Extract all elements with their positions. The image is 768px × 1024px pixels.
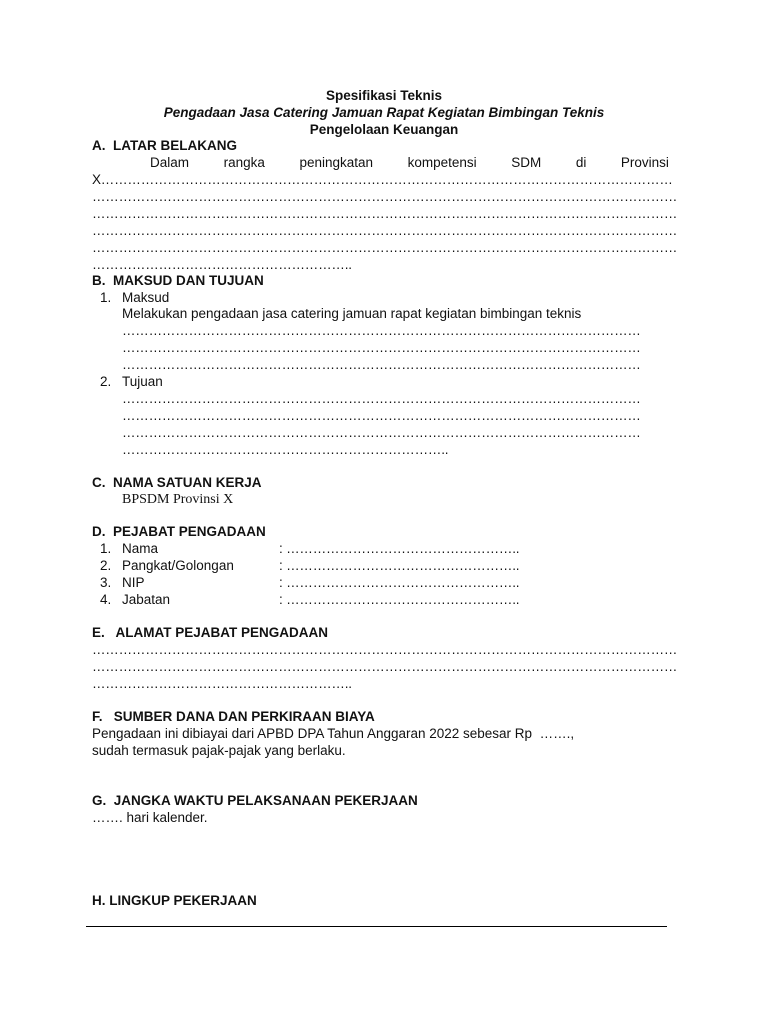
jangka-waktu-text: ……. hari kalender. bbox=[92, 810, 208, 825]
word: kompetensi bbox=[407, 155, 477, 170]
maksud-text: Melakukan pengadaan jasa catering jamuan rapat kegiatan bimbingan teknis bbox=[122, 306, 582, 321]
pejabat-value: : …………………………………………….. bbox=[279, 541, 520, 556]
section-e-heading: E. ALAMAT PEJABAT PENGADAAN bbox=[92, 625, 329, 640]
section-c-heading: C. NAMA SATUAN KERJA bbox=[92, 475, 262, 490]
section-b-heading: B. MAKSUD DAN TUJUAN bbox=[92, 273, 264, 288]
word: Provinsi bbox=[620, 155, 669, 170]
section-a-line: …………………………………………………………………………………………………………………… bbox=[92, 223, 678, 238]
list-number: 1. bbox=[100, 541, 112, 556]
list-number: 2. bbox=[100, 558, 112, 573]
word: peningkatan bbox=[299, 155, 374, 170]
pejabat-value: : …………………………………………….. bbox=[279, 592, 520, 607]
section-a-line: X………………………………………………………………………………………………………………… bbox=[92, 172, 673, 187]
satuan-kerja-value: BPSDM Provinsi X bbox=[122, 492, 234, 507]
section-a-line: …………………………………………………………………………………………………………………… bbox=[92, 189, 678, 204]
maksud-dots: ……………………………………………………………………………………………………… bbox=[122, 357, 641, 372]
doc-subtitle-2: Pengelolaan Keuangan bbox=[309, 122, 459, 137]
sumber-dana-text: Pengadaan ini dibiayai dari APBD DPA Tahun Anggaran 2022 sebesar Rp ……., bbox=[92, 726, 575, 741]
tujuan-dots: ……………………………………………………………………………………………………… bbox=[122, 425, 641, 440]
section-a-line: …………………………………………………………………………………………………………………… bbox=[92, 206, 678, 221]
tujuan-label: Tujuan bbox=[122, 374, 163, 389]
doc-subtitle: Pengadaan Jasa Catering Jamuan Rapat Kegiatan Bimbingan Teknis bbox=[163, 105, 605, 120]
pejabat-label: Pangkat/Golongan bbox=[122, 558, 234, 573]
list-number: 4. bbox=[100, 592, 112, 607]
section-d-heading: D. PEJABAT PENGADAAN bbox=[92, 524, 266, 539]
divider bbox=[86, 926, 667, 927]
doc-title: Spesifikasi Teknis bbox=[325, 88, 443, 103]
alamat-dots: …………………………………………………………………………………………………………………… bbox=[92, 642, 678, 657]
list-number: 3. bbox=[100, 575, 112, 590]
pejabat-value: : …………………………………………….. bbox=[279, 558, 520, 573]
maksud-dots: ……………………………………………………………………………………………………… bbox=[122, 340, 641, 355]
alamat-dots: ………………………………………………….. bbox=[92, 676, 352, 691]
alamat-dots: …………………………………………………………………………………………………………………… bbox=[92, 659, 678, 674]
section-h-heading: H. LINGKUP PEKERJAAN bbox=[92, 893, 257, 908]
pejabat-value: : …………………………………………….. bbox=[279, 575, 520, 590]
pejabat-label: Jabatan bbox=[122, 592, 171, 607]
list-number: 1. bbox=[100, 290, 112, 305]
word: rangka bbox=[223, 155, 265, 170]
pejabat-label: Nama bbox=[122, 541, 159, 556]
section-a-heading: A. LATAR BELAKANG bbox=[92, 138, 237, 153]
sumber-dana-text: sudah termasuk pajak-pajak yang berlaku. bbox=[92, 743, 346, 758]
section-a-line: …………………………………………………………………………………………………………………… bbox=[92, 240, 678, 255]
word: Dalam bbox=[150, 155, 190, 170]
tujuan-dots: ……………………………………………………………….. bbox=[122, 442, 449, 457]
section-a-line: ………………………………………………….. bbox=[92, 257, 352, 272]
maksud-label: Maksud bbox=[122, 290, 170, 305]
word: di bbox=[575, 155, 587, 170]
section-f-heading: F. SUMBER DANA DAN PERKIRAAN BIAYA bbox=[92, 709, 375, 724]
maksud-dots: ……………………………………………………………………………………………………… bbox=[122, 323, 641, 338]
section-g-heading: G. JANGKA WAKTU PELAKSANAAN PEKERJAAN bbox=[92, 793, 418, 808]
word: SDM bbox=[511, 155, 542, 170]
tujuan-dots: ……………………………………………………………………………………………………… bbox=[122, 408, 641, 423]
list-number: 2. bbox=[100, 374, 112, 389]
section-a-first-line bbox=[150, 155, 669, 171]
pejabat-label: NIP bbox=[122, 575, 145, 590]
tujuan-dots: ……………………………………………………………………………………………………… bbox=[122, 391, 641, 406]
